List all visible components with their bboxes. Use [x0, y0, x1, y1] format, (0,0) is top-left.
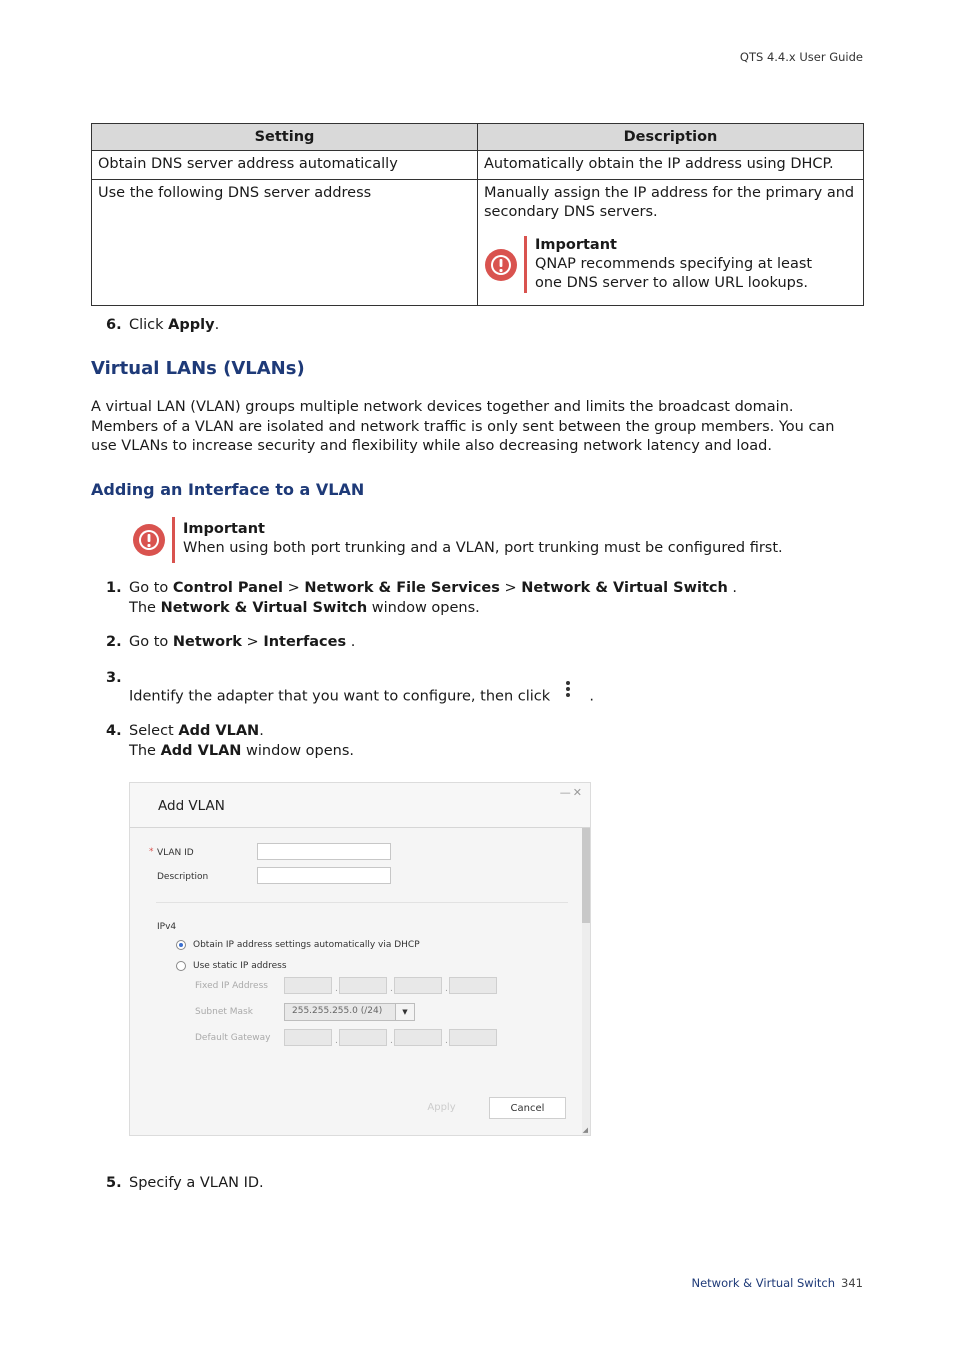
- cell-description: Automatically obtain the IP address using DHCP.: [478, 151, 864, 180]
- page-footer: [691, 1276, 863, 1290]
- step-4: 4. Select Add VLAN. The Add VLAN window opens.: [106, 723, 355, 759]
- subsection-title: Adding an Interface to a VLAN: [91, 480, 365, 499]
- important-title: Important: [183, 521, 265, 537]
- col-header-description: Description: [478, 124, 864, 151]
- dhcp-radio[interactable]: [176, 940, 186, 950]
- important-text: When using both port trunking and a VLAN, port trunking must be configured first.: [183, 540, 783, 556]
- step-5: 5. Specify a VLAN ID.: [106, 1174, 264, 1194]
- step-number: 3.: [106, 670, 122, 686]
- important-icon: [484, 236, 518, 293]
- cell-setting: Obtain DNS server address automatically: [92, 151, 478, 180]
- footer-section: Network & Virtual Switch: [691, 1276, 836, 1290]
- col-header-setting: Setting: [92, 124, 478, 151]
- important-divider: [172, 517, 175, 563]
- default-gateway-label: Default Gateway: [195, 1033, 271, 1043]
- subnet-mask-value: 255.255.255.0 (/24): [292, 1006, 383, 1016]
- description-label: Description: [157, 872, 209, 882]
- scrollbar-thumb[interactable]: [582, 828, 590, 923]
- gateway-octet-1[interactable]: [284, 1029, 332, 1046]
- static-ip-option-label: Use static IP address: [193, 961, 287, 971]
- fixed-ip-label: Fixed IP Address: [195, 981, 268, 991]
- page-number: 341: [841, 1276, 863, 1290]
- apply-ref: Apply: [168, 317, 215, 333]
- more-options-icon: [555, 681, 585, 700]
- important-text: QNAP recommends specifying at least one DNS server to allow URL lookups.: [535, 256, 813, 291]
- section-title: Virtual LANs (VLANs): [91, 358, 305, 379]
- gateway-octet-2[interactable]: [339, 1029, 387, 1046]
- fixed-ip-octet-2[interactable]: [339, 977, 387, 994]
- important-title: Important: [535, 237, 617, 253]
- step-number: 6.: [106, 317, 122, 333]
- dhcp-option-label: Obtain IP address settings automatically via DHCP: [193, 940, 420, 950]
- network-virtual-switch-ref: Network & Virtual Switch: [521, 580, 728, 596]
- add-vlan-ref: Add VLAN: [178, 723, 260, 739]
- add-vlan-dialog: Add VLAN —✕ * VLAN ID Description IPv4 Obtain IP address settings automatically via DHCP Use static IP address Fixed IP Address . . . Subnet Mask 255.255.255.0 (/24) ▼ Default Gateway . . . Apply Cancel ◢: [129, 782, 591, 1136]
- description-input[interactable]: [257, 867, 391, 884]
- fixed-ip-octet-4[interactable]: [449, 977, 497, 994]
- fixed-ip-octet-1[interactable]: [284, 977, 332, 994]
- section-intro: A virtual LAN (VLAN) groups multiple network devices together and limits the broadcast domain. Members of a VLAN are isolated and network traffic is only sent between the group members. You can use VLANs to increase security and flexibility while also decreasing network latency and load.: [91, 399, 835, 454]
- important-icon: [132, 517, 166, 563]
- dialog-header: [130, 783, 590, 828]
- subnet-mask-select[interactable]: [284, 1003, 415, 1021]
- divider: [156, 902, 568, 903]
- required-mark: *: [149, 847, 154, 857]
- cell-description-with-note: [478, 180, 864, 306]
- running-header: QTS 4.4.x User Guide: [739, 50, 863, 64]
- chevron-down-icon: ▼: [395, 1004, 414, 1020]
- control-panel-ref: Control Panel: [172, 580, 284, 596]
- important-divider: [524, 236, 527, 293]
- window-controls[interactable]: —✕: [559, 786, 584, 799]
- ipv4-label: IPv4: [157, 922, 177, 932]
- step-6: 6. Click Apply.: [106, 316, 219, 336]
- table-row: [92, 151, 864, 180]
- step-number: 5.: [106, 1175, 122, 1191]
- apply-button[interactable]: Apply: [403, 1097, 480, 1119]
- table-header-row: [92, 124, 864, 151]
- network-file-services-ref: Network & File Services: [304, 580, 500, 596]
- step-2: 2. Go to Network > Interfaces .: [106, 633, 355, 653]
- important-note-vlan: [132, 517, 783, 563]
- step-number: 2.: [106, 634, 122, 650]
- gateway-octet-3[interactable]: [394, 1029, 442, 1046]
- gateway-octet-4[interactable]: [449, 1029, 497, 1046]
- cell-setting: Use the following DNS server address: [92, 180, 478, 306]
- dialog-title: Add VLAN: [158, 798, 225, 814]
- cancel-button[interactable]: Cancel: [489, 1097, 566, 1119]
- step-1: 1. Go to Control Panel > Network & File Services > Network & Virtual Switch . The Network & Virtual Switch window opens.: [106, 580, 738, 616]
- resize-grip-icon[interactable]: ◢: [582, 1126, 588, 1134]
- network-ref: Network: [172, 634, 242, 650]
- vlan-id-input[interactable]: [257, 843, 391, 860]
- step-number: 1.: [106, 580, 122, 596]
- subnet-mask-label: Subnet Mask: [195, 1007, 253, 1017]
- vlan-id-label: VLAN ID: [157, 848, 194, 858]
- important-note: [484, 236, 857, 293]
- fixed-ip-octet-3[interactable]: [394, 977, 442, 994]
- step-3: 3. Identify the adapter that you want to configure, then click .: [106, 670, 594, 705]
- step-number: 4.: [106, 723, 122, 739]
- cell-description: Manually assign the IP address for the primary and secondary DNS servers.: [484, 185, 855, 220]
- interfaces-ref: Interfaces: [263, 634, 347, 650]
- dns-settings-table: [91, 123, 864, 306]
- table-row: [92, 180, 864, 306]
- static-ip-radio[interactable]: [176, 961, 186, 971]
